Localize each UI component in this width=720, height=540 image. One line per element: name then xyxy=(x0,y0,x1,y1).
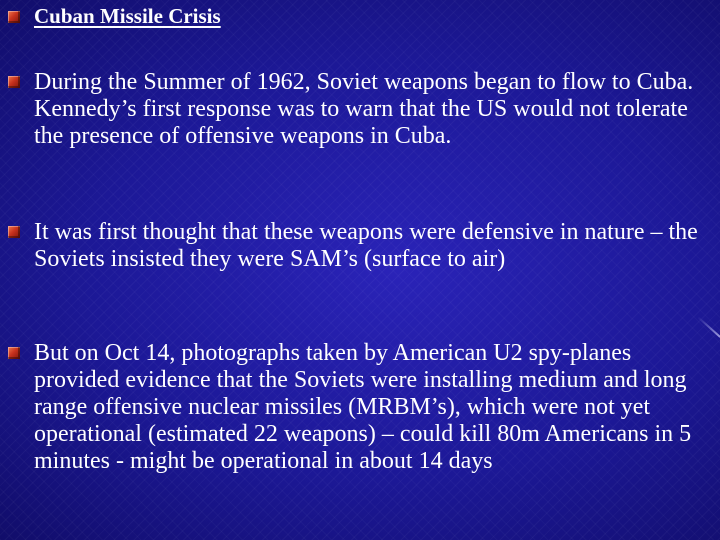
bullet-2-icon xyxy=(8,226,20,238)
bullet-1-icon xyxy=(8,76,20,88)
bullet-text-3: But on Oct 14, photographs taken by American U2 spy-planes provided evidence that the Soviets were installing medium and long range offensive nuclear missiles (MRBM’s), which were not yet operational (estimated 22 weapons) – could kill 80m Americans in 5 minutes - might be operational in about 14 days xyxy=(34,340,692,474)
bullet-text-1: During the Summer of 1962, Soviet weapons began to flow to Cuba. Kennedy’s first response was to warn that the US would not tolerate the presence of offensive weapons in Cuba. xyxy=(34,69,694,149)
slide-title: Cuban Missile Crisis xyxy=(34,4,221,28)
title-bullet-icon xyxy=(8,11,20,23)
bullet-3-icon xyxy=(8,347,20,359)
bullet-text-2: It was first thought that these weapons were defensive in nature – the Soviets insisted they were SAM’s (surface to air) xyxy=(34,219,698,272)
decorative-streak xyxy=(697,316,720,338)
